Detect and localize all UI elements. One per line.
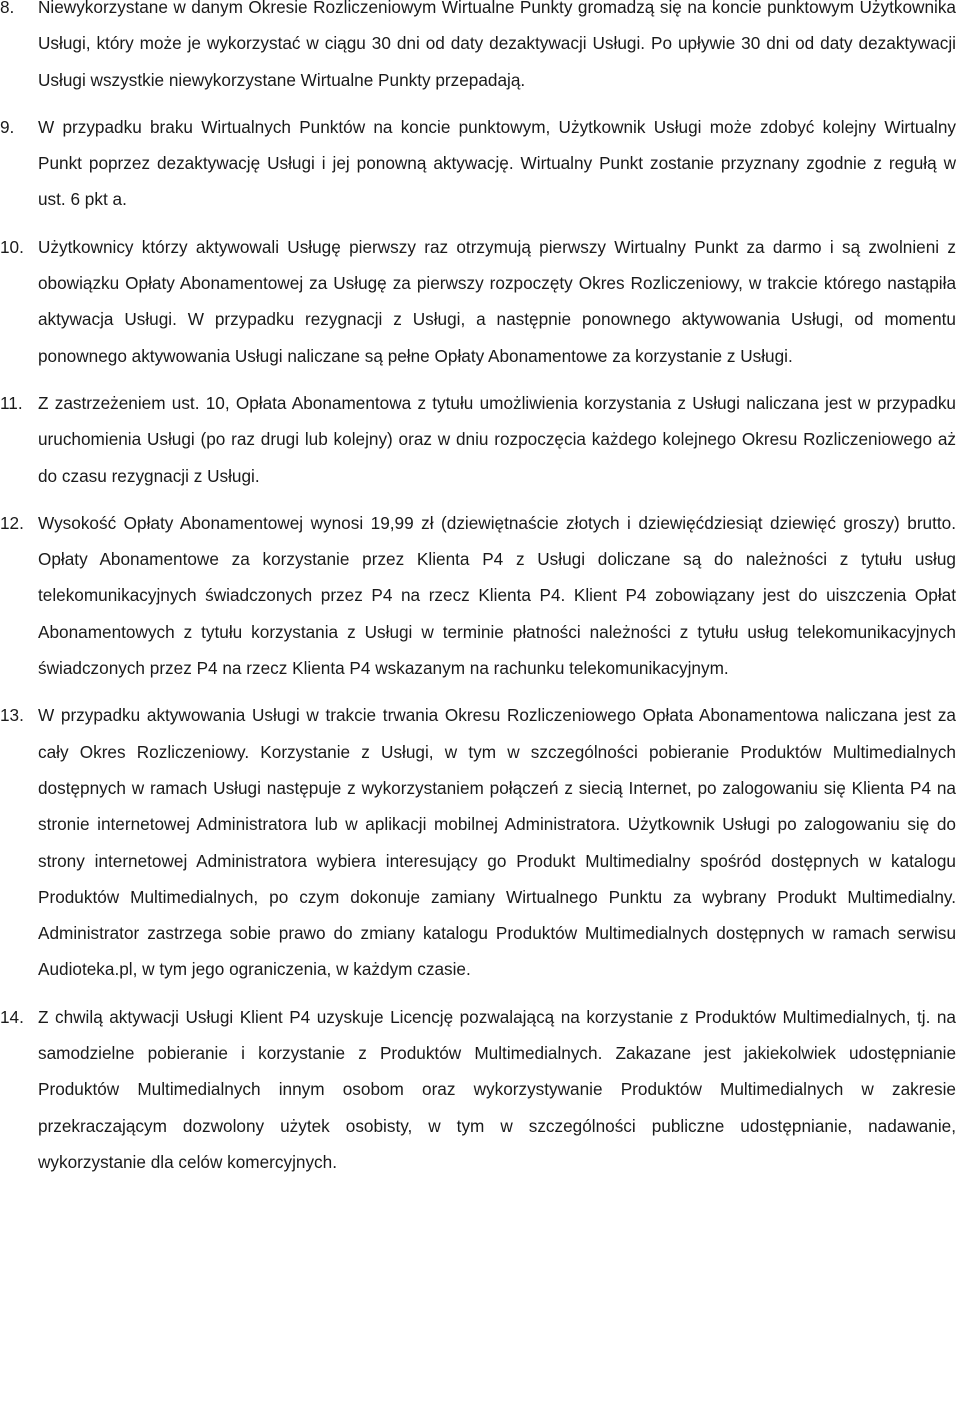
clause-text: Wysokość Opłaty Abonamentowej wynosi 19,99 zł (dziewiętnaście złotych i dziewięćdziesiąt dziewięć groszy) brutto. Opłaty Abonamentowe za korzystanie przez Klienta P4 z Usługi doliczane są do należności z tytułu usług telekomunikacyjnych świadczonych przez P4 na rzecz Klienta P4. Klient P4 zobowiązany jest do uiszczenia Opłat Abonamentowych z tytułu korzystania z Usługi w terminie płatności należności z tytułu usług telekomunikacyjnych świadczonych przez P4 na rzecz Klienta P4 wskazanym na rachunku telekomunikacyjnym. (38, 512, 956, 679)
clause-number: 13. (0, 705, 24, 726)
clause-number: 11. (0, 392, 23, 413)
clause-13 (0, 697, 960, 987)
clause-11 (0, 385, 960, 494)
clause-number: 9. (0, 116, 15, 137)
clause-number: 8. (0, 0, 15, 17)
clause-number: 12. (0, 512, 24, 533)
clause-10 (0, 229, 960, 374)
clause-text: Z zastrzeżeniem ust. 10, Opłata Abonamentowa z tytułu umożliwienia korzystania z Usługi naliczana jest w przypadku uruchomienia Usługi (po raz drugi lub kolejny) oraz w dniu rozpoczęcia każdego kolejnego Okresu Rozliczeniowego aż do czasu rezygnacji z Usługi. (38, 392, 956, 486)
clause-text: Użytkownicy którzy aktywowali Usługę pierwszy raz otrzymują pierwszy Wirtualny Punkt za darmo i są zwolnieni z obowiązku Opłaty Abonamentowej za Usługę za pierwszy rozpoczęty Okres Rozliczeniowy, w trakcie którego nastąpiła aktywacja Usługi. W przypadku rezygnacji z Usługi, a następnie ponownego aktywowania Usługi, od momentu ponownego aktywowania Usługi naliczane są pełne Opłaty Abonamentowe za korzystanie z Usługi. (38, 236, 956, 366)
clause-number: 10. (0, 236, 24, 257)
clause-8 (0, 0, 960, 98)
clause-text: Z chwilą aktywacji Usługi Klient P4 uzyskuje Licencję pozwalającą na korzystanie z Produktów Multimedialnych, tj. na samodzielne pobieranie i korzystanie z Produktów Multimedialnych. Zakazane jest jakiekolwiek udostępnianie Produktów Multimedialnych innym osobom oraz wykorzystywanie Produktów Multimedialnych w zakresie przekraczającym dozwolony użytek osobisty, w tym w szczególności publiczne udostępnianie, nadawanie, wykorzystanie dla celów komercyjnych. (38, 1006, 956, 1172)
clause-number: 14. (0, 1006, 24, 1027)
clause-text: W przypadku aktywowania Usługi w trakcie trwania Okresu Rozliczeniowego Opłata Abonamentowa naliczana jest za cały Okres Rozliczeniowy. Korzystanie z Usługi, w tym w szczególności pobieranie Produktów Multimedialnych dostępnych w ramach Usługi następuje z wykorzystaniem połączeń z siecią Internet, po zalogowaniu się Klienta P4 na stronie internetowej Administratora lub w aplikacji mobilnej Administratora. Użytkownik Usługi po zalogowaniu się do strony internetowej Administratora wybiera interesujący go Produkt Multimedialny spośród dostępnych w katalogu Produktów Multimedialnych, po czym dokonuje zamiany Wirtualnego Punktu za wybrany Produkt Multimedialny. Administrator zastrzega sobie prawo do zmiany katalogu Produktów Multimedialnych dostępnych w ramach serwisu Audioteka.pl, w tym jego ograniczenia, w każdym czasie. (38, 705, 956, 980)
clause-text: Niewykorzystane w danym Okresie Rozliczeniowym Wirtualne Punkty gromadzą się na koncie punktowym Użytkownika Usługi, który może je wykorzystać w ciągu 30 dni od daty dezaktywacji Usługi. Po upływie 30 dni od daty dezaktywacji Usługi wszystkie niewykorzystane Wirtualne Punkty przepadają. (38, 0, 956, 90)
clause-12 (0, 505, 960, 686)
clause-text: W przypadku braku Wirtualnych Punktów na koncie punktowym, Użytkownik Usługi może zdobyć kolejny Wirtualny Punkt poprzez dezaktywację Usługi i jej ponowną aktywację. Wirtualny Punkt zostanie przyznany zgodnie z regułą w ust. 6 pkt a. (38, 116, 956, 210)
clause-9 (0, 109, 960, 218)
clause-14 (0, 999, 960, 1180)
